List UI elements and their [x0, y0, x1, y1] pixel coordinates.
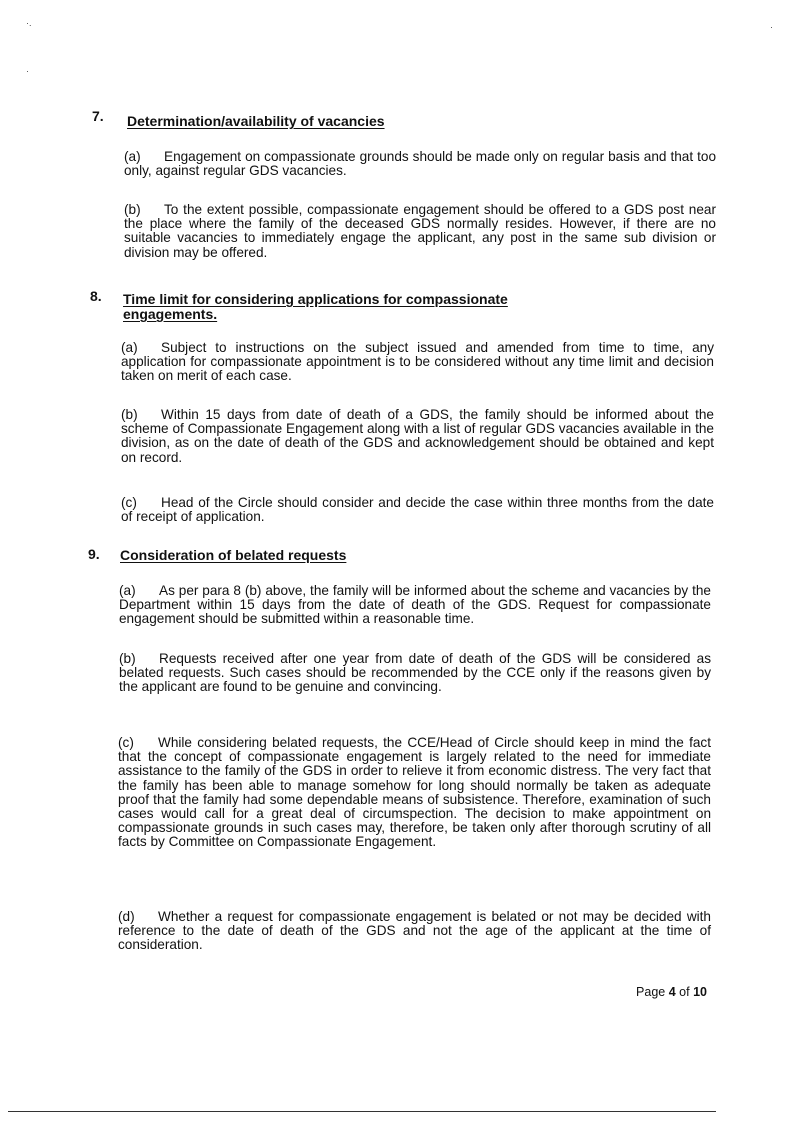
para-text: Within 15 days from date of death of a GDS, the family should be informed about the scheme of Compassionate Engagement along with a list of regular GDS vacancies available in the division, as on the date of death of the GDS and acknowledgement should be obtained and kept on record. — [121, 407, 714, 465]
scan-speck: · — [770, 22, 773, 32]
section-8-number: 8. — [90, 288, 102, 304]
para-text: To the extent possible, compassionate engagement should be offered to a GDS post near the place where the family of the deceased GDS normally resides. However, if there are no suitable vacancies to immediately engage the applicant, any post in the same sub division or division may be offered. — [124, 202, 716, 260]
para-label: (b) — [119, 651, 136, 666]
section-8-para-c — [121, 496, 714, 524]
section-8-para-b — [121, 408, 714, 465]
para-text: Whether a request for compassionate engagement is belated or not may be decided with reference to the date of death of the GDS and not the age of the applicant at the time of consideration. — [118, 909, 711, 953]
para-label: (c) — [121, 495, 137, 510]
section-9-para-d — [118, 910, 711, 953]
section-7-para-b — [124, 203, 716, 260]
page-total: 10 — [693, 985, 707, 999]
page-prefix: Page — [636, 985, 666, 999]
para-text: Subject to instructions on the subject issued and amended from time to time, any application for compassionate appointment is to be considered without any time limit and decision taken on merit of each case. — [121, 340, 714, 384]
page-number — [636, 985, 707, 999]
section-8-para-a — [121, 341, 714, 384]
para-text: As per para 8 (b) above, the family will be informed about the scheme and vacancies by the Department within 15 days from the date of death of the GDS. Request for compassionate engagement should be submitted within a reasonable time. — [119, 583, 711, 627]
page-of: of — [679, 985, 690, 999]
scan-speck: ·. — [26, 18, 32, 28]
bottom-rule — [8, 1111, 716, 1112]
scan-speck: · — [26, 66, 29, 76]
para-text: Head of the Circle should consider and decide the case within three months from the date of receipt of application. — [121, 495, 714, 525]
para-label: (a) — [119, 583, 136, 598]
section-9-para-b — [119, 652, 711, 695]
para-label: (d) — [118, 909, 135, 924]
para-text: Engagement on compassionate grounds should be made only on regular basis and that too only, against regular GDS vacancies. — [124, 149, 716, 179]
page-current: 4 — [668, 985, 676, 999]
section-8-title: Time limit for considering applications for compassionate engagements. — [123, 291, 508, 322]
para-label: (a) — [124, 149, 141, 164]
para-label: (c) — [118, 735, 134, 750]
section-9-number: 9. — [88, 546, 100, 562]
para-label: (b) — [121, 407, 138, 422]
section-7-title: Determination/availability of vacancies — [127, 113, 385, 129]
para-label: (b) — [124, 202, 141, 217]
section-9-para-a — [119, 584, 711, 627]
section-7-number: 7. — [92, 108, 104, 124]
section-9-para-c — [118, 736, 711, 850]
para-label: (a) — [121, 340, 138, 355]
para-text: Requests received after one year from date of death of the GDS will be considered as belated requests. Such cases should be recommended by the CCE only if the reasons given by the applicant are found to be genuine and convincing. — [119, 651, 711, 695]
para-text: While considering belated requests, the CCE/Head of Circle should keep in mind the fact that the concept of compassionate engagement is largely related to the need for immediate assistance to the family of the GDS in order to relieve it from economic distress. The very fact that the family has been able to manage somehow for long should normally be taken as adequate proof that the family had some dependable means of subsistence. Therefore, examination of such cases would call for a great deal of circumspection. The decision to make appointment on compassionate grounds in such cases may, therefore, be taken only after thorough scrutiny of all facts by Committee on Compassionate Engagement. — [118, 735, 711, 850]
section-7-para-a — [124, 150, 716, 178]
section-9-title: Consideration of belated requests — [120, 547, 347, 563]
